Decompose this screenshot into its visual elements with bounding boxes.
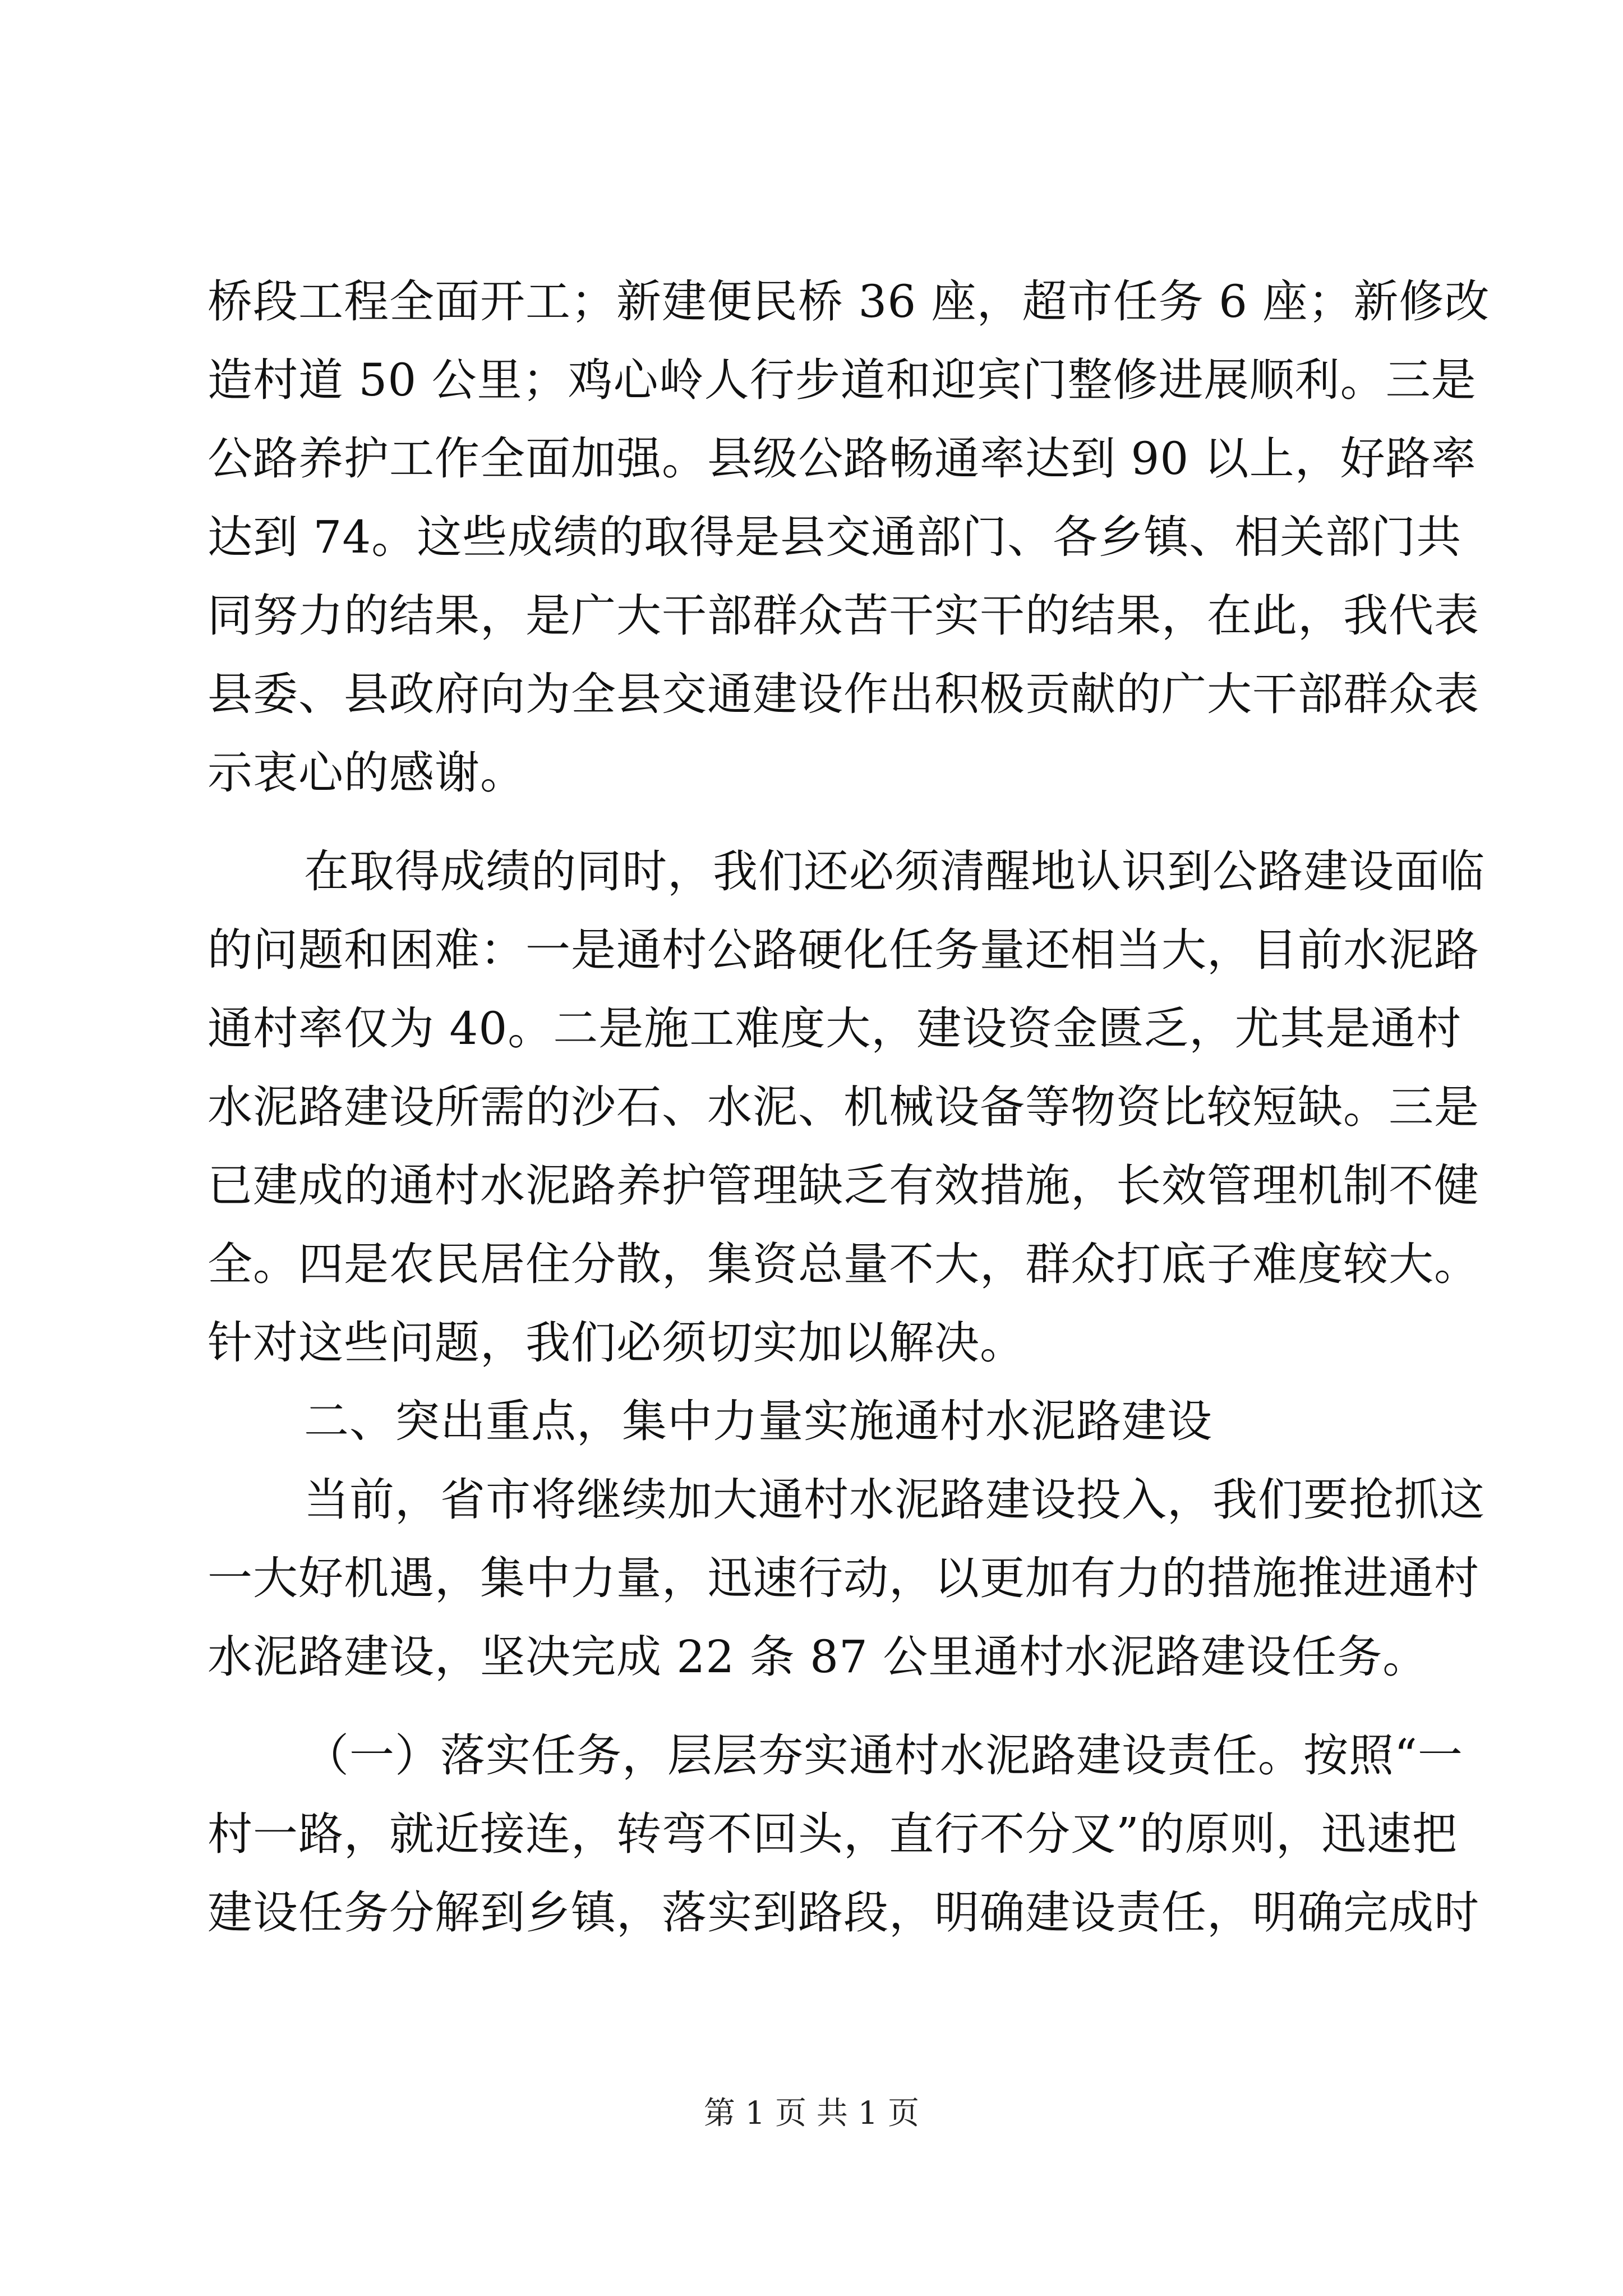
paragraph-problems bbox=[208, 832, 1485, 1382]
text-line: 达到 74。这些成绩的取得是县交通部门、各乡镇、相关部门共 bbox=[208, 511, 1462, 563]
section-heading bbox=[208, 1382, 1430, 1461]
text-line: 已建成的通村水泥路养护管理缺乏有效措施，长效管理机制不健 bbox=[208, 1159, 1479, 1212]
text-line: （一）落实任务，层层夯实通村水泥路建设责任。按照“一 bbox=[304, 1729, 1463, 1782]
body-text bbox=[208, 263, 1490, 1952]
section-heading-text: 二、突出重点，集中力量实施通村水泥路建设 bbox=[304, 1395, 1212, 1447]
text-line: 针对这些问题，我们必须切实加以解决。 bbox=[208, 1317, 1025, 1369]
page-number: 第 1 页 共 1 页 bbox=[703, 2095, 920, 2132]
text-line: 水泥路建设，坚决完成 22 条 87 公里通村水泥路建设任务。 bbox=[208, 1631, 1428, 1683]
text-line: 当前，省市将继续加大通村水泥路建设投入，我们要抢抓这 bbox=[304, 1474, 1485, 1526]
text-line: 水泥路建设所需的沙石、水泥、机械设备等物资比较短缺。三是 bbox=[208, 1081, 1479, 1133]
text-line: 县委、县政府向为全县交通建设作出积极贡献的广大干部群众表 bbox=[208, 668, 1479, 720]
text-line: 通村率仅为 40。二是施工难度大，建设资金匮乏，尤其是通村 bbox=[208, 1002, 1462, 1055]
text-line: 桥段工程全面开工；新建便民桥 36 座，超市任务 6 座；新修改 bbox=[208, 275, 1490, 328]
text-line: 一大好机遇，集中力量，迅速行动，以更加有力的措施推进通村 bbox=[208, 1552, 1479, 1604]
text-line: 的问题和困难：一是通村公路硬化任务量还相当大，目前水泥路 bbox=[208, 924, 1479, 976]
text-line: 公路养护工作全面加强。县级公路畅通率达到 90 以上，好路率 bbox=[208, 432, 1477, 485]
text-line: 全。四是农民居住分散，集资总量不大，群众打底子难度较大。 bbox=[208, 1238, 1479, 1290]
text-line: 造村道 50 公里；鸡心岭人行步道和迎宾门整修进展顺利。三是 bbox=[208, 354, 1477, 406]
paragraph-achievements bbox=[208, 263, 1490, 812]
page-footer bbox=[0, 2091, 1623, 2136]
paragraph-task-assignment bbox=[208, 1717, 1479, 1952]
paragraph-opportunity bbox=[208, 1461, 1485, 1696]
text-line: 在取得成绩的同时，我们还必须清醒地认识到公路建设面临 bbox=[304, 845, 1485, 898]
text-line: 示衷心的感谢。 bbox=[208, 747, 525, 799]
text-line: 村一路，就近接连，转弯不回头，直行不分叉”的原则，迅速把 bbox=[208, 1808, 1458, 1860]
text-line: 同努力的结果，是广大干部群众苦干实干的结果，在此，我代表 bbox=[208, 590, 1479, 642]
text-line: 建设任务分解到乡镇，落实到路段，明确建设责任，明确完成时 bbox=[208, 1887, 1479, 1939]
